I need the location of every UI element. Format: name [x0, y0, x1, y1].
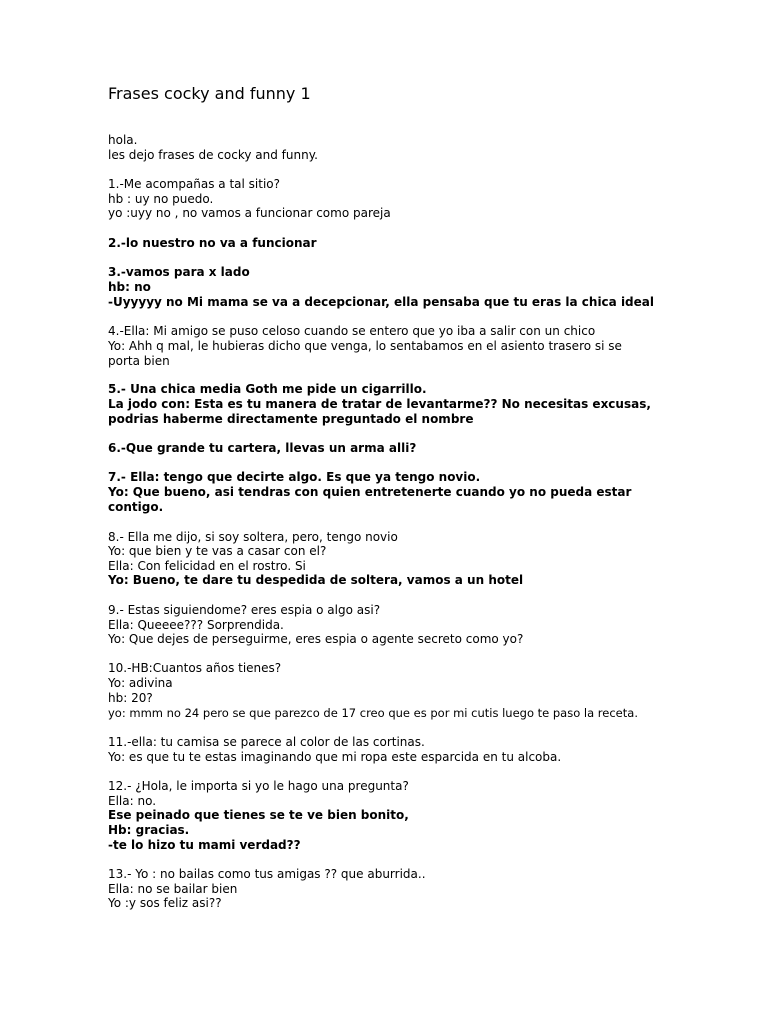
text-line: porta bien	[108, 354, 170, 368]
text-line: contigo.	[108, 500, 164, 514]
text-line: Ella: no.	[108, 794, 157, 808]
text-line: hb: no	[108, 280, 151, 294]
text-line: Yo: Bueno, te dare tu despedida de soltera, vamos a un hotel	[108, 573, 524, 587]
text-line: 12.- ¿Hola, le importa si yo le hago una pregunta?	[108, 779, 409, 793]
text-line: 9.- Estas siguiendome? eres espia o algo asi?	[108, 603, 381, 617]
text-line: Yo: Que bueno, asi tendras con quien entretenerte cuando yo no pueda estar	[108, 485, 632, 499]
text-line: Yo: que bien y te vas a casar con el?	[108, 544, 327, 558]
text-line: Ella: Queeee??? Sorprendida.	[108, 618, 284, 632]
text-line: 2.-lo nuestro no va a funcionar	[108, 236, 317, 250]
text-line: Yo :y sos feliz asi??	[108, 896, 222, 910]
text-line: Hb: gracias.	[108, 823, 190, 837]
text-line: Yo: adivina	[108, 676, 173, 690]
text-line: yo: mmm no 24 pero se que parezco de 17 creo que es por mi cutis luego te paso la receta.	[108, 706, 638, 720]
text-line: Ese peinado que tienes se te ve bien bonito,	[108, 808, 409, 822]
text-line: Yo: es que tu te estas imaginando que mi ropa este esparcida en tu alcoba.	[108, 750, 562, 764]
text-line: 8.- Ella me dijo, si soy soltera, pero, tengo novio	[108, 530, 398, 544]
text-line: 3.-vamos para x lado	[108, 265, 250, 279]
text-line: -te lo hizo tu mami verdad??	[108, 838, 301, 852]
text-line: 7.- Ella: tengo que decirte algo. Es que ya tengo novio.	[108, 470, 481, 484]
text-line: Ella: no se bailar bien	[108, 882, 238, 896]
text-line: Yo: Que dejes de perseguirme, eres espia o agente secreto como yo?	[108, 632, 524, 646]
text-line: 10.-HB:Cuantos años tienes?	[108, 661, 282, 675]
text-line: 13.- Yo : no bailas como tus amigas ?? que aburrida..	[108, 867, 426, 881]
document-title: Frases cocky and funny 1	[108, 84, 311, 103]
text-line: 11.-ella: tu camisa se parece al color de las cortinas.	[108, 735, 425, 749]
text-line: La jodo con: Esta es tu manera de tratar de levantarme?? No necesitas excusas,	[108, 397, 651, 411]
text-line: 5.- Una chica media Goth me pide un cigarrillo.	[108, 382, 427, 396]
text-line: hb: 20?	[108, 691, 153, 705]
text-line: hola.	[108, 133, 138, 147]
text-line: 6.-Que grande tu cartera, llevas un arma alli?	[108, 441, 417, 455]
text-line: Yo: Ahh q mal, le hubieras dicho que venga, lo sentabamos en el asiento trasero si se	[108, 339, 622, 353]
text-line: -Uyyyyy no Mi mama se va a decepcionar, ella pensaba que tu eras la chica ideal	[108, 295, 654, 309]
text-line: les dejo frases de cocky and funny.	[108, 148, 318, 162]
text-line: podrias haberme directamente preguntado el nombre	[108, 412, 474, 426]
text-line: 4.-Ella: Mi amigo se puso celoso cuando se entero que yo iba a salir con un chico	[108, 324, 596, 338]
text-line: yo :uyy no , no vamos a funcionar como pareja	[108, 206, 391, 220]
text-line: Ella: Con felicidad en el rostro. Si	[108, 559, 306, 573]
text-line: 1.-Me acompañas a tal sitio?	[108, 177, 281, 191]
text-line: hb : uy no puedo.	[108, 192, 214, 206]
